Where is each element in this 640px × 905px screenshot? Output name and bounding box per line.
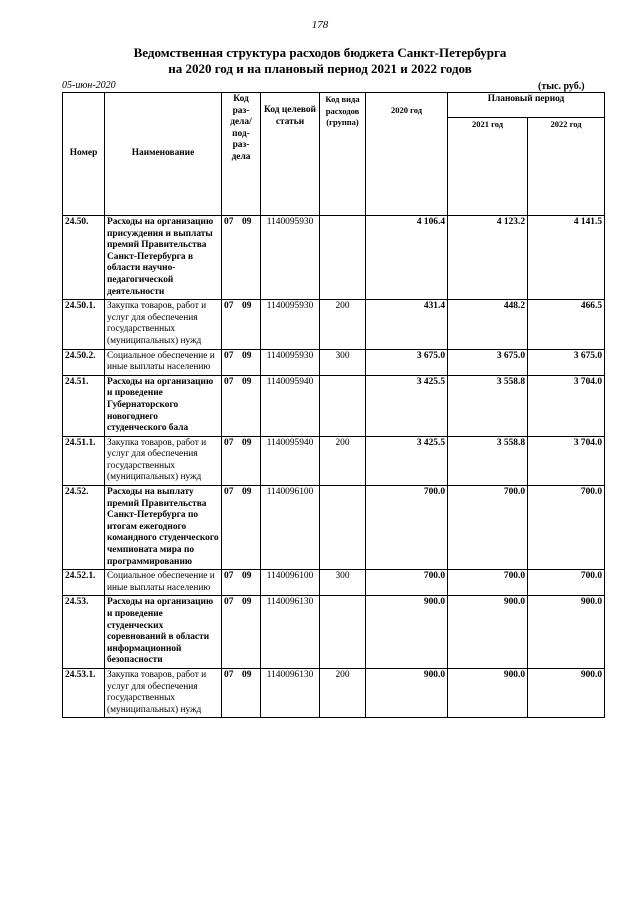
- row-name: Закупка товаров, работ и услуг для обеспечения государственных (муниципальных) нужд: [105, 436, 222, 485]
- row-amount-2021: 700.0: [448, 486, 528, 570]
- row-razdel-code: 07: [224, 571, 234, 582]
- row-razdel-code: 07: [224, 301, 234, 312]
- row-amount-2021: 3 558.8: [448, 375, 528, 436]
- page-number: 178: [311, 19, 329, 31]
- row-name: Расходы на организацию и проведение студенческих соревнований в области информационной безопасности: [105, 596, 222, 669]
- header-kcs: Код целевой статьи: [261, 93, 320, 216]
- header-2020: 2020 год: [366, 93, 448, 216]
- row-amount-2022: 3 675.0: [528, 349, 605, 375]
- row-number: 24.51.: [63, 375, 105, 436]
- row-podrazdel-code: 09: [242, 571, 252, 582]
- row-razdel-code: 07: [224, 597, 234, 608]
- row-amount-2022: 700.0: [528, 570, 605, 596]
- row-amount-2022: 700.0: [528, 486, 605, 570]
- row-kvr: [320, 375, 366, 436]
- units-label: (тыс. руб.): [538, 81, 585, 92]
- row-kcs: 1140095930: [261, 349, 320, 375]
- row-razdel: [222, 668, 261, 717]
- row-amount-2020: 3 675.0: [366, 349, 448, 375]
- document-date: 05-июн-2020: [62, 80, 116, 91]
- row-podrazdel-code: 09: [242, 376, 252, 387]
- row-podrazdel-code: 09: [242, 350, 252, 361]
- row-amount-2020: 700.0: [366, 486, 448, 570]
- table-body: [63, 216, 605, 718]
- row-amount-2022: 3 704.0: [528, 375, 605, 436]
- row-razdel-code: 07: [224, 669, 234, 680]
- title-line-1: Ведомственная структура расходов бюджета Санкт-Петербурга: [133, 45, 507, 60]
- header-2022: 2022 год: [528, 118, 605, 216]
- row-kvr: 200: [320, 300, 366, 349]
- header-kvr: Код вида расходов (группа): [320, 93, 366, 216]
- row-amount-2022: 900.0: [528, 596, 605, 669]
- row-amount-2020: 3 425.5: [366, 375, 448, 436]
- table-row: [63, 349, 605, 375]
- row-razdel-code: 07: [224, 437, 234, 448]
- row-amount-2020: 3 425.5: [366, 436, 448, 485]
- row-name: Расходы на выплату премий Правительства Санкт-Петербурга по итогам ежегодного командного студенческого чемпионата мира по программированию: [105, 486, 222, 570]
- row-number: 24.50.: [63, 216, 105, 300]
- row-kvr: 200: [320, 436, 366, 485]
- row-kcs: 1140096130: [261, 596, 320, 669]
- row-razdel: [222, 486, 261, 570]
- document-title: [0, 45, 640, 77]
- row-amount-2022: 466.5: [528, 300, 605, 349]
- table-row: [63, 570, 605, 596]
- table-row: [63, 375, 605, 436]
- header-planned-period: Плановый период: [448, 93, 605, 118]
- row-amount-2022: 3 704.0: [528, 436, 605, 485]
- row-podrazdel-code: 09: [242, 301, 252, 312]
- row-razdel: [222, 570, 261, 596]
- table-row: [63, 596, 605, 669]
- row-razdel: [222, 436, 261, 485]
- row-kcs: 1140095930: [261, 216, 320, 300]
- row-podrazdel-code: 09: [242, 597, 252, 608]
- row-razdel-code: 07: [224, 217, 234, 227]
- row-kvr: 300: [320, 570, 366, 596]
- row-number: 24.53.1.: [63, 668, 105, 717]
- row-name: Социальное обеспечение и иные выплаты населению: [105, 349, 222, 375]
- table-row: [63, 668, 605, 717]
- table-row: [63, 216, 605, 300]
- row-amount-2021: 448.2: [448, 300, 528, 349]
- row-razdel: [222, 216, 261, 300]
- row-kcs: 1140096100: [261, 486, 320, 570]
- row-kvr: [320, 216, 366, 300]
- row-name: Закупка товаров, работ и услуг для обеспечения государственных (муниципальных) нужд: [105, 300, 222, 349]
- row-amount-2020: 900.0: [366, 596, 448, 669]
- row-podrazdel-code: 09: [242, 669, 252, 680]
- row-name: Закупка товаров, работ и услуг для обеспечения государственных (муниципальных) нужд: [105, 668, 222, 717]
- row-kcs: 1140095940: [261, 436, 320, 485]
- header-razdel: Код раз- дела/ под- раз- дела: [222, 93, 261, 216]
- header-2021: 2021 год: [448, 118, 528, 216]
- row-amount-2022: 900.0: [528, 668, 605, 717]
- row-number: 24.50.1.: [63, 300, 105, 349]
- table-row: [63, 436, 605, 485]
- row-number: 24.51.1.: [63, 436, 105, 485]
- row-name: Расходы на организацию и проведение Губернаторского новогоднего студенческого бала: [105, 375, 222, 436]
- row-kvr: 300: [320, 349, 366, 375]
- row-amount-2021: 4 123.2: [448, 216, 528, 300]
- row-number: 24.53.: [63, 596, 105, 669]
- row-amount-2021: 900.0: [448, 596, 528, 669]
- budget-table: [62, 92, 605, 718]
- row-kcs: 1140095930: [261, 300, 320, 349]
- row-razdel-code: 07: [224, 376, 234, 387]
- row-amount-2021: 3 675.0: [448, 349, 528, 375]
- row-amount-2021: 3 558.8: [448, 436, 528, 485]
- row-kvr: 200: [320, 668, 366, 717]
- row-razdel-code: 07: [224, 487, 234, 498]
- row-razdel: [222, 349, 261, 375]
- header-name: Наименование: [105, 93, 222, 216]
- row-podrazdel-code: 09: [242, 437, 252, 448]
- row-razdel-code: 07: [224, 350, 234, 361]
- row-name: Расходы на организацию присуждения и выплаты премий Правительства Санкт-Петербурга в области научно-педагогической деятельности: [105, 216, 222, 300]
- row-name: Социальное обеспечение и иные выплаты населению: [105, 570, 222, 596]
- table-row: [63, 486, 605, 570]
- row-amount-2020: 431.4: [366, 300, 448, 349]
- row-amount-2020: 900.0: [366, 668, 448, 717]
- row-razdel: [222, 596, 261, 669]
- header-number: Номер: [63, 93, 105, 216]
- row-amount-2020: 700.0: [366, 570, 448, 596]
- row-amount-2021: 700.0: [448, 570, 528, 596]
- row-razdel: [222, 375, 261, 436]
- row-kcs: 1140096100: [261, 570, 320, 596]
- row-amount-2020: 4 106.4: [366, 216, 448, 300]
- row-number: 24.52.1.: [63, 570, 105, 596]
- row-kvr: [320, 596, 366, 669]
- title-line-2: на 2020 год и на плановый период 2021 и 2022 годов: [168, 61, 472, 76]
- row-number: 24.50.2.: [63, 349, 105, 375]
- row-kcs: 1140096130: [261, 668, 320, 717]
- row-kvr: [320, 486, 366, 570]
- table-row: [63, 300, 605, 349]
- row-podrazdel-code: 09: [242, 487, 252, 498]
- row-kcs: 1140095940: [261, 375, 320, 436]
- row-amount-2022: 4 141.5: [528, 216, 605, 300]
- row-number: 24.52.: [63, 486, 105, 570]
- row-razdel: [222, 300, 261, 349]
- row-podrazdel-code: 09: [242, 217, 252, 227]
- row-amount-2021: 900.0: [448, 668, 528, 717]
